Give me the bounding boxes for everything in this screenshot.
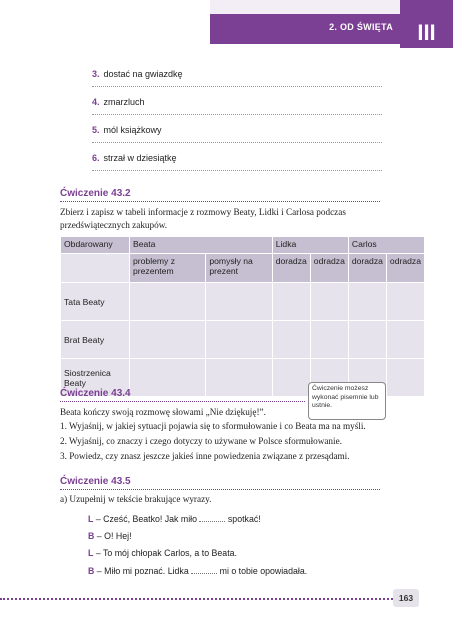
page-header <box>0 0 453 48</box>
question: 1. Wyjaśnij, w jakiej sytuacji pojawia się to sformułowanie i co Beata ma na myśli. <box>60 421 366 431</box>
expression-list <box>92 64 382 176</box>
speaker: B <box>88 566 95 576</box>
dialog-line <box>88 513 261 524</box>
item-number: 3. <box>92 69 100 79</box>
answer-cell[interactable] <box>310 321 348 359</box>
blank-field[interactable] <box>191 565 217 574</box>
answer-line[interactable] <box>92 114 382 115</box>
answer-line[interactable] <box>92 86 382 87</box>
dialog-text: – To mój chłopak Carlos, a to Beata. <box>93 548 237 558</box>
dialog-line <box>88 531 132 541</box>
answer-cell[interactable] <box>206 283 272 321</box>
row-label: Tata Beaty <box>61 283 130 321</box>
list-item <box>92 148 382 176</box>
table-corner: Obdarowany <box>61 237 130 254</box>
dialog-text: spotkać! <box>225 514 261 524</box>
sub-header: pomysły na prezent <box>206 254 272 283</box>
sub-header: doradza <box>348 254 386 283</box>
exercise-instruction: Zbierz i zapisz w tabeli informacje z rozmowy Beaty, Lidki i Carlosa podczas przedświątecznych zakupów. <box>60 207 346 230</box>
row-label: Siostrzenica Beaty <box>61 359 130 397</box>
gift-table <box>60 236 425 397</box>
speaker: B <box>88 531 95 541</box>
dialog-line <box>88 565 307 576</box>
answer-cell[interactable] <box>348 283 386 321</box>
dialog-text: – Miło mi poznać. Lidka <box>94 566 192 576</box>
page-number: 163 <box>393 589 419 607</box>
speaker: L <box>88 514 94 524</box>
list-item <box>92 92 382 120</box>
item-number: 5. <box>92 125 100 135</box>
item-text: zmarzluch <box>103 97 145 107</box>
dialog-line <box>88 548 237 558</box>
answer-cell[interactable] <box>206 321 272 359</box>
answer-cell[interactable] <box>130 359 206 397</box>
chapter-title: 2. OD ŚWIĘTA <box>329 22 393 32</box>
answer-cell[interactable] <box>386 321 424 359</box>
title-rule <box>60 201 380 202</box>
exercise-title: Ćwiczenie 43.4 <box>60 388 131 399</box>
dialog-text: – O! Hej! <box>94 531 132 541</box>
title-rule <box>60 489 380 490</box>
hint-note: Ćwiczenie możesz wykonać pisemnie lub ustnie. <box>308 382 386 420</box>
item-number: 6. <box>92 153 100 163</box>
item-text: strzał w dziesiątkę <box>103 153 177 163</box>
speaker: L <box>88 548 94 558</box>
sub-header: odradza <box>386 254 424 283</box>
answer-line[interactable] <box>92 170 382 171</box>
list-item <box>92 64 382 92</box>
sub-header: doradza <box>272 254 310 283</box>
item-text: mól książkowy <box>103 125 162 135</box>
answer-cell[interactable] <box>130 321 206 359</box>
sub-header: problemy z prezentem <box>130 254 206 283</box>
answer-line[interactable] <box>92 142 382 143</box>
answer-cell[interactable] <box>386 283 424 321</box>
row-label: Brat Beaty <box>61 321 130 359</box>
question: 2. Wyjaśnij, co znaczy i czego dotyczy to używane w Polsce sformułowanie. <box>60 436 342 446</box>
answer-cell[interactable] <box>206 359 272 397</box>
header-shade <box>210 0 400 14</box>
dialog-text: – Cześć, Beatko! Jak miło <box>93 514 200 524</box>
exercise-intro: Beata kończy swoją rozmowę słowami „Nie dziękuję!”. <box>60 407 266 417</box>
sub-header: odradza <box>310 254 348 283</box>
answer-cell[interactable] <box>310 283 348 321</box>
title-rule <box>60 401 305 402</box>
exercise-title: Ćwiczenie 43.5 <box>60 476 131 487</box>
group-header: Carlos <box>348 237 424 254</box>
answer-cell[interactable] <box>348 321 386 359</box>
exercise-instruction: a) Uzupełnij w tekście brakujące wyrazy. <box>60 494 212 504</box>
answer-cell[interactable] <box>386 359 424 397</box>
footer-rule <box>0 598 393 600</box>
item-number: 4. <box>92 97 100 107</box>
answer-cell[interactable] <box>130 283 206 321</box>
group-header: Beata <box>130 237 273 254</box>
part-number: III <box>400 0 453 48</box>
list-item <box>92 120 382 148</box>
item-text: dostać na gwiazdkę <box>103 69 183 79</box>
dialog-text: mi o tobie opowiadała. <box>217 566 308 576</box>
group-header: Lidka <box>272 237 348 254</box>
blank-field[interactable] <box>199 513 225 522</box>
answer-cell[interactable] <box>272 321 310 359</box>
empty-cell <box>61 254 130 283</box>
exercise-title: Ćwiczenie 43.2 <box>60 188 131 199</box>
answer-cell[interactable] <box>272 359 310 397</box>
answer-cell[interactable] <box>272 283 310 321</box>
question: 3. Powiedz, czy znasz jeszcze jakieś inne powiedzenia związane z przesądami. <box>60 451 350 461</box>
